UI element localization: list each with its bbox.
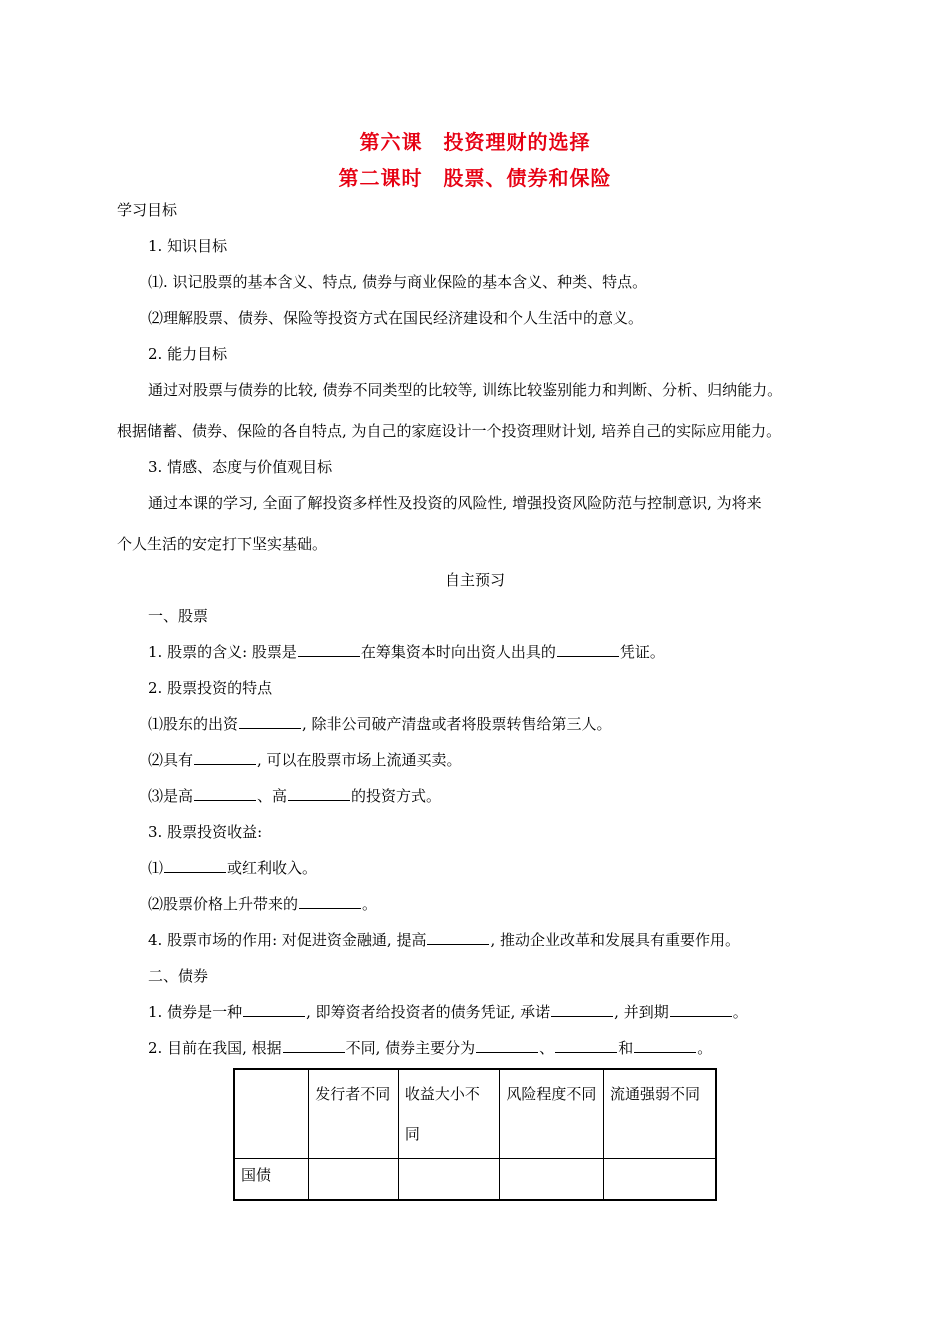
stock-feature-1: ⑴股东的出资 , 除非公司破产清盘或者将股票转售给第三人。 <box>148 715 612 733</box>
table-cell <box>603 1159 716 1201</box>
ability-goal-1: 通过对股票与债券的比较, 债券不同类型的比较等, 训练比较鉴别能力和判断、分析、归纳能力。 <box>148 381 783 399</box>
stock-definition: 1. 股票的含义: 股票是 在筹集资本时向出资人出具的 凭证。 <box>148 643 665 661</box>
stock-features-heading: 2. 股票投资的特点 <box>148 679 273 697</box>
stock-income-2: ⑵股票价格上升带来的 。 <box>148 895 378 913</box>
blank-field <box>194 750 256 765</box>
table-header-cell: 发行者不同 <box>309 1069 399 1159</box>
table-cell: 国债 <box>234 1159 309 1201</box>
blank-field <box>634 1038 696 1053</box>
blank-field <box>427 930 489 945</box>
blank-field <box>551 1002 613 1017</box>
blank-field <box>239 714 301 729</box>
blank-field <box>557 642 619 657</box>
stock-feature-2: ⑵具有 , 可以在股票市场上流通买卖。 <box>148 751 462 769</box>
knowledge-goal-heading: 1. 知识目标 <box>148 237 228 255</box>
blank-field <box>555 1038 617 1053</box>
table-cell <box>398 1159 500 1201</box>
lesson-title: 第六课 投资理财的选择 <box>359 130 591 154</box>
stock-market-role: 4. 股票市场的作用: 对促进资金融通, 提高 , 推动企业改革和发展具有重要作用。 <box>148 931 740 949</box>
table-header-cell: 流通强弱不同 <box>603 1069 716 1159</box>
table-row <box>234 1159 716 1201</box>
lesson-subtitle: 第二课时 股票、债券和保险 <box>338 166 612 190</box>
table-header-row <box>234 1069 716 1159</box>
blank-field <box>283 1038 345 1053</box>
stock-income-heading: 3. 股票投资收益: <box>148 823 263 841</box>
goals-heading: 学习目标 <box>117 201 178 219</box>
blank-field <box>476 1038 538 1053</box>
ability-goal-2: 根据储蓄、债券、保险的各自特点, 为自己的家庭设计一个投资理财计划, 培养自己的实际应用能力。 <box>117 422 782 440</box>
ability-goal-heading: 2. 能力目标 <box>148 345 228 363</box>
bond-types: 2. 目前在我国, 根据 不同, 债券主要分为 、 和 。 <box>148 1039 713 1057</box>
blank-field <box>194 786 256 801</box>
stock-heading: 一、股票 <box>148 607 209 625</box>
blank-field <box>164 858 226 873</box>
knowledge-goal-1: ⑴. 识记股票的基本含义、特点, 债券与商业保险的基本含义、种类、特点。 <box>148 273 648 291</box>
blank-field <box>288 786 350 801</box>
blank-field <box>243 1002 305 1017</box>
table-header-cell: 风险程度不同 <box>500 1069 604 1159</box>
blank-field <box>299 894 361 909</box>
emotion-goal-1: 通过本课的学习, 全面了解投资多样性及投资的风险性, 增强投资风险防范与控制意识, 为将来 <box>148 494 762 512</box>
emotion-goal-heading: 3. 情感、态度与价值观目标 <box>148 458 333 476</box>
preview-heading: 自主预习 <box>444 571 505 589</box>
table-cell <box>500 1159 604 1201</box>
stock-feature-3: ⑶是高 、高 的投资方式。 <box>148 787 442 805</box>
table-cell <box>309 1159 399 1201</box>
stock-income-1: ⑴ 或红利收入。 <box>148 859 318 877</box>
bond-definition: 1. 债券是一种 , 即筹资者给投资者的债务凭证, 承诺 , 并到期 。 <box>148 1003 748 1021</box>
blank-field <box>670 1002 732 1017</box>
bond-heading: 二、债券 <box>148 967 209 985</box>
table-header-cell <box>234 1069 309 1159</box>
table-header-cell: 收益大小不同 <box>398 1069 500 1159</box>
blank-field <box>298 642 360 657</box>
bond-comparison-table <box>233 1068 717 1201</box>
emotion-goal-2: 个人生活的安定打下坚实基础。 <box>117 535 328 553</box>
knowledge-goal-2: ⑵理解股票、债券、保险等投资方式在国民经济建设和个人生活中的意义。 <box>148 309 644 327</box>
